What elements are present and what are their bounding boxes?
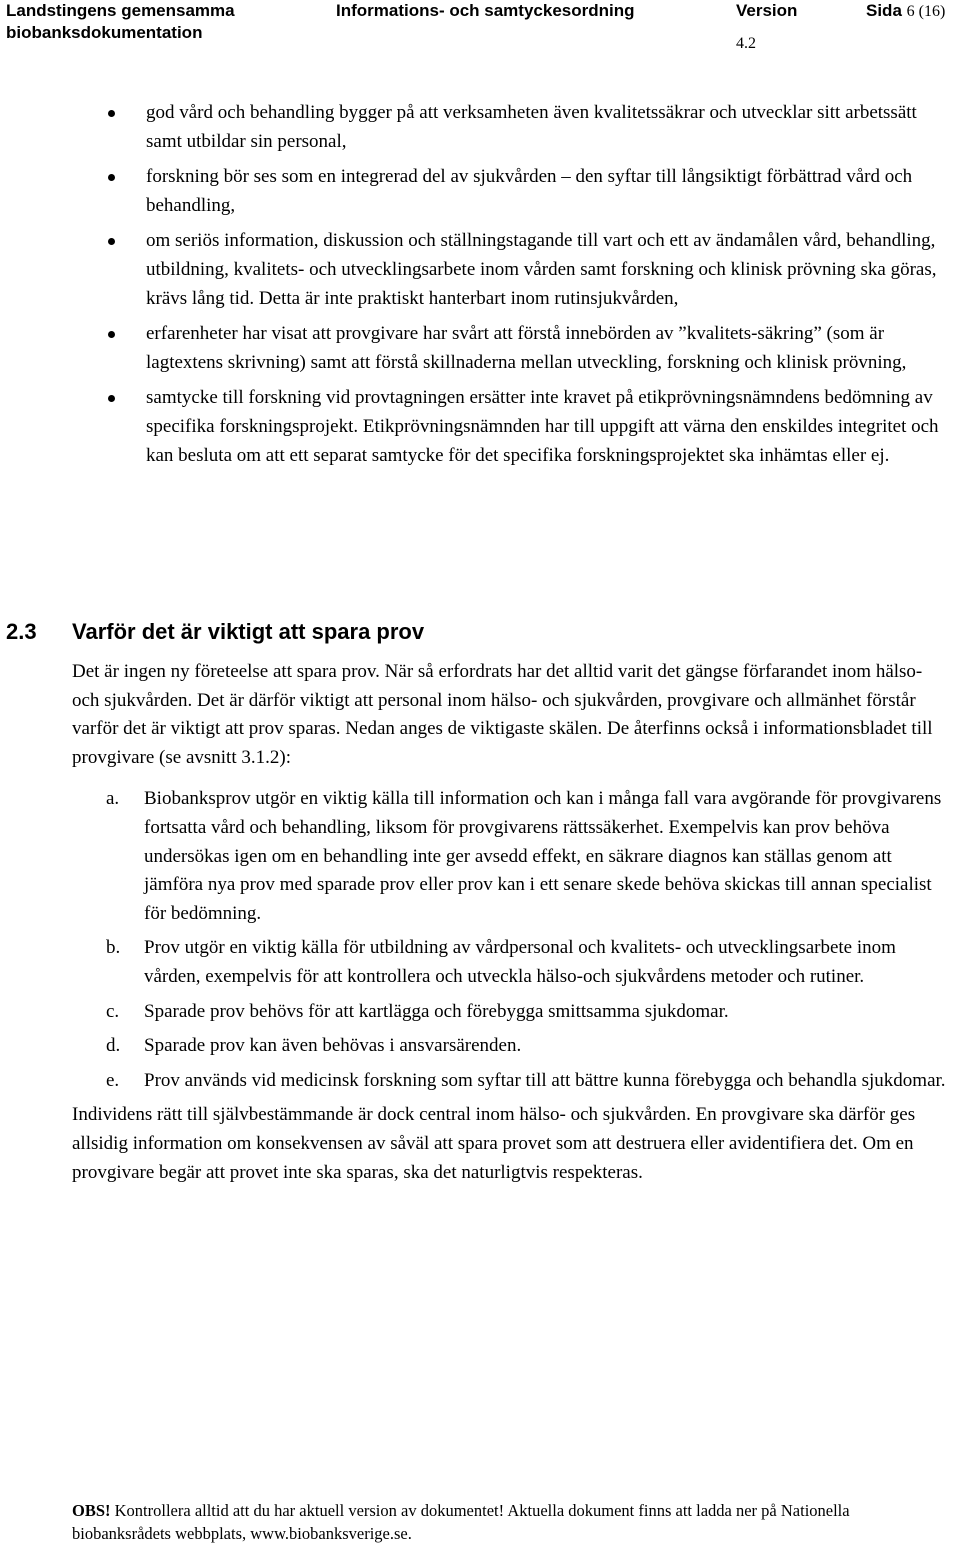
reason-text: Sparade prov behövs för att kartlägga och förebygga smittsamma sjukdomar. xyxy=(144,1000,729,1022)
header-version-label: Version xyxy=(736,1,798,20)
bullet-list xyxy=(0,99,960,470)
page-header xyxy=(0,0,960,62)
reason-label: a. xyxy=(106,788,120,810)
reason-text: Prov används vid medicinsk forskning som syftar till att bättre kunna förebygga och behandla sjukdomar. xyxy=(144,1069,946,1091)
bullet-dot-icon xyxy=(108,331,115,338)
reason-label: b. xyxy=(106,937,121,959)
section-title: Varför det är viktigt att spara prov xyxy=(72,619,425,644)
footer-obs-label: OBS! xyxy=(72,1501,111,1520)
bullet-dot-icon xyxy=(108,395,115,402)
intro-paragraph: Det är ingen ny företeelse att spara prov. När så erfordrats har det alltid varit det gängse förfarandet inom hälso- och sjukvården. Det är därför viktigt att personal inom hälso- och sjukvården, provgivare och allmänhet förstår varför det är viktigt att prov sparas. Nedan anges de viktigaste skälen. De återfinns också i informationsbladet till provgivare (se avsnitt 3.1.2): xyxy=(72,661,933,768)
header-page-label: Sida xyxy=(866,1,902,20)
bullet-text: forskning bör ses som en integrerad del av sjukvården – den syftar till långsiktigt förbättrad vård och behandling, xyxy=(146,166,913,216)
header-version-number: 4.2 xyxy=(736,35,756,52)
bullet-item xyxy=(0,384,960,470)
bullet-text: erfarenheter har visat att provgivare har svårt att förstå innebörden av ”kvalitets-säkring” (som är lagtextens skrivning) samt att förstå skillnaderna mellan utveckling, forskning och klinisk prövning, xyxy=(146,323,907,373)
bullet-item xyxy=(0,163,960,220)
reasons-list xyxy=(0,785,960,1095)
bullet-dot-icon xyxy=(108,238,115,245)
bullet-dot-icon xyxy=(108,110,115,117)
header-version xyxy=(736,0,826,55)
bullet-text: om seriös information, diskussion och ställningstagande till vart och ett av ändamålen vård, behandling, utbildning, kvalitets- och utvecklingsarbete inom vården samt forskning och klinisk prövning ska göras, krävs lång tid. Detta är inte praktiskt hanterbart inom rutinsjukvården, xyxy=(146,230,937,309)
header-org-line2: biobanksdokumentation xyxy=(6,23,203,42)
bullet-text: samtycke till forskning vid provtagningen ersätter inte kravet på etikprövningsnämndens bedömning av specifika forskningsprojekt. Etikprövningsnämnden har till uppgift att värna den enskildes integritet och kan besluta om att ett separat samtycke för det specifika forskningsprojektet ska inhämtas eller ej. xyxy=(146,387,939,466)
header-org-line1: Landstingens gemensamma xyxy=(6,1,235,20)
closing-paragraph: Individens rätt till självbestämmande är dock central inom hälso- och sjukvården. En provgivare ska därför ges allsidig information om konsekvensen av såväl att spara provet som att destruera eller avidentifiera det. Om en provgivare begär att provet inte ska sparas, ska det naturligtvis respekteras. xyxy=(72,1104,916,1183)
reason-item xyxy=(0,1032,960,1061)
bullet-section xyxy=(0,99,960,477)
reason-label: d. xyxy=(106,1035,121,1057)
bullet-item xyxy=(0,99,960,156)
section-number: 2.3 xyxy=(6,619,37,644)
reason-item xyxy=(0,998,960,1027)
reason-text: Prov utgör en viktig källa för utbildning av vårdpersonal och kvalitets- och utvecklingsarbete inom vården, exempelvis för att kontrollera och utveckla hälso-och sjukvårdens metoder och rutiner. xyxy=(144,937,896,987)
reason-item xyxy=(0,785,960,928)
header-page-number: 6 (16) xyxy=(906,3,946,20)
bullet-text: god vård och behandling bygger på att verksamheten även kvalitetssäkrar och utvecklar sitt arbetssätt samt utbildar sin personal, xyxy=(146,102,917,152)
reason-label: c. xyxy=(106,1000,120,1022)
header-organization xyxy=(6,0,326,44)
footer-notice: Kontrollera alltid att du har aktuell version av dokumentet! Aktuella dokument finns att ladda ner på Nationella biobanksrådets webbplats, www.biobanksverige.se. xyxy=(72,1501,850,1543)
bullet-item xyxy=(0,320,960,377)
header-document-title: Informations- och samtyckesordning xyxy=(336,1,635,20)
reason-text: Biobanksprov utgör en viktig källa till information och kan i många fall vara avgörande för provgivarens fortsatta vård och behandling, liksom för provgivarens rättssäkerhet. Exempelvis kan prov behöva undersökas igen om en behandling inte ger avsedd effekt, en säkrare diagnos kan ställas genom att jämföra nya prov med sparade prov eller prov kan i ett senare skede behöva skickas till annan specialist för bedömning. xyxy=(144,788,942,924)
reason-label: e. xyxy=(106,1069,120,1091)
page-footer xyxy=(72,1499,952,1545)
header-page xyxy=(866,0,960,23)
section-body xyxy=(0,658,960,1187)
bullet-dot-icon xyxy=(108,174,115,181)
reason-item xyxy=(0,1067,960,1096)
reason-item xyxy=(0,934,960,991)
bullet-item xyxy=(0,227,960,313)
reason-text: Sparade prov kan även behövas i ansvarsärenden. xyxy=(144,1035,522,1057)
